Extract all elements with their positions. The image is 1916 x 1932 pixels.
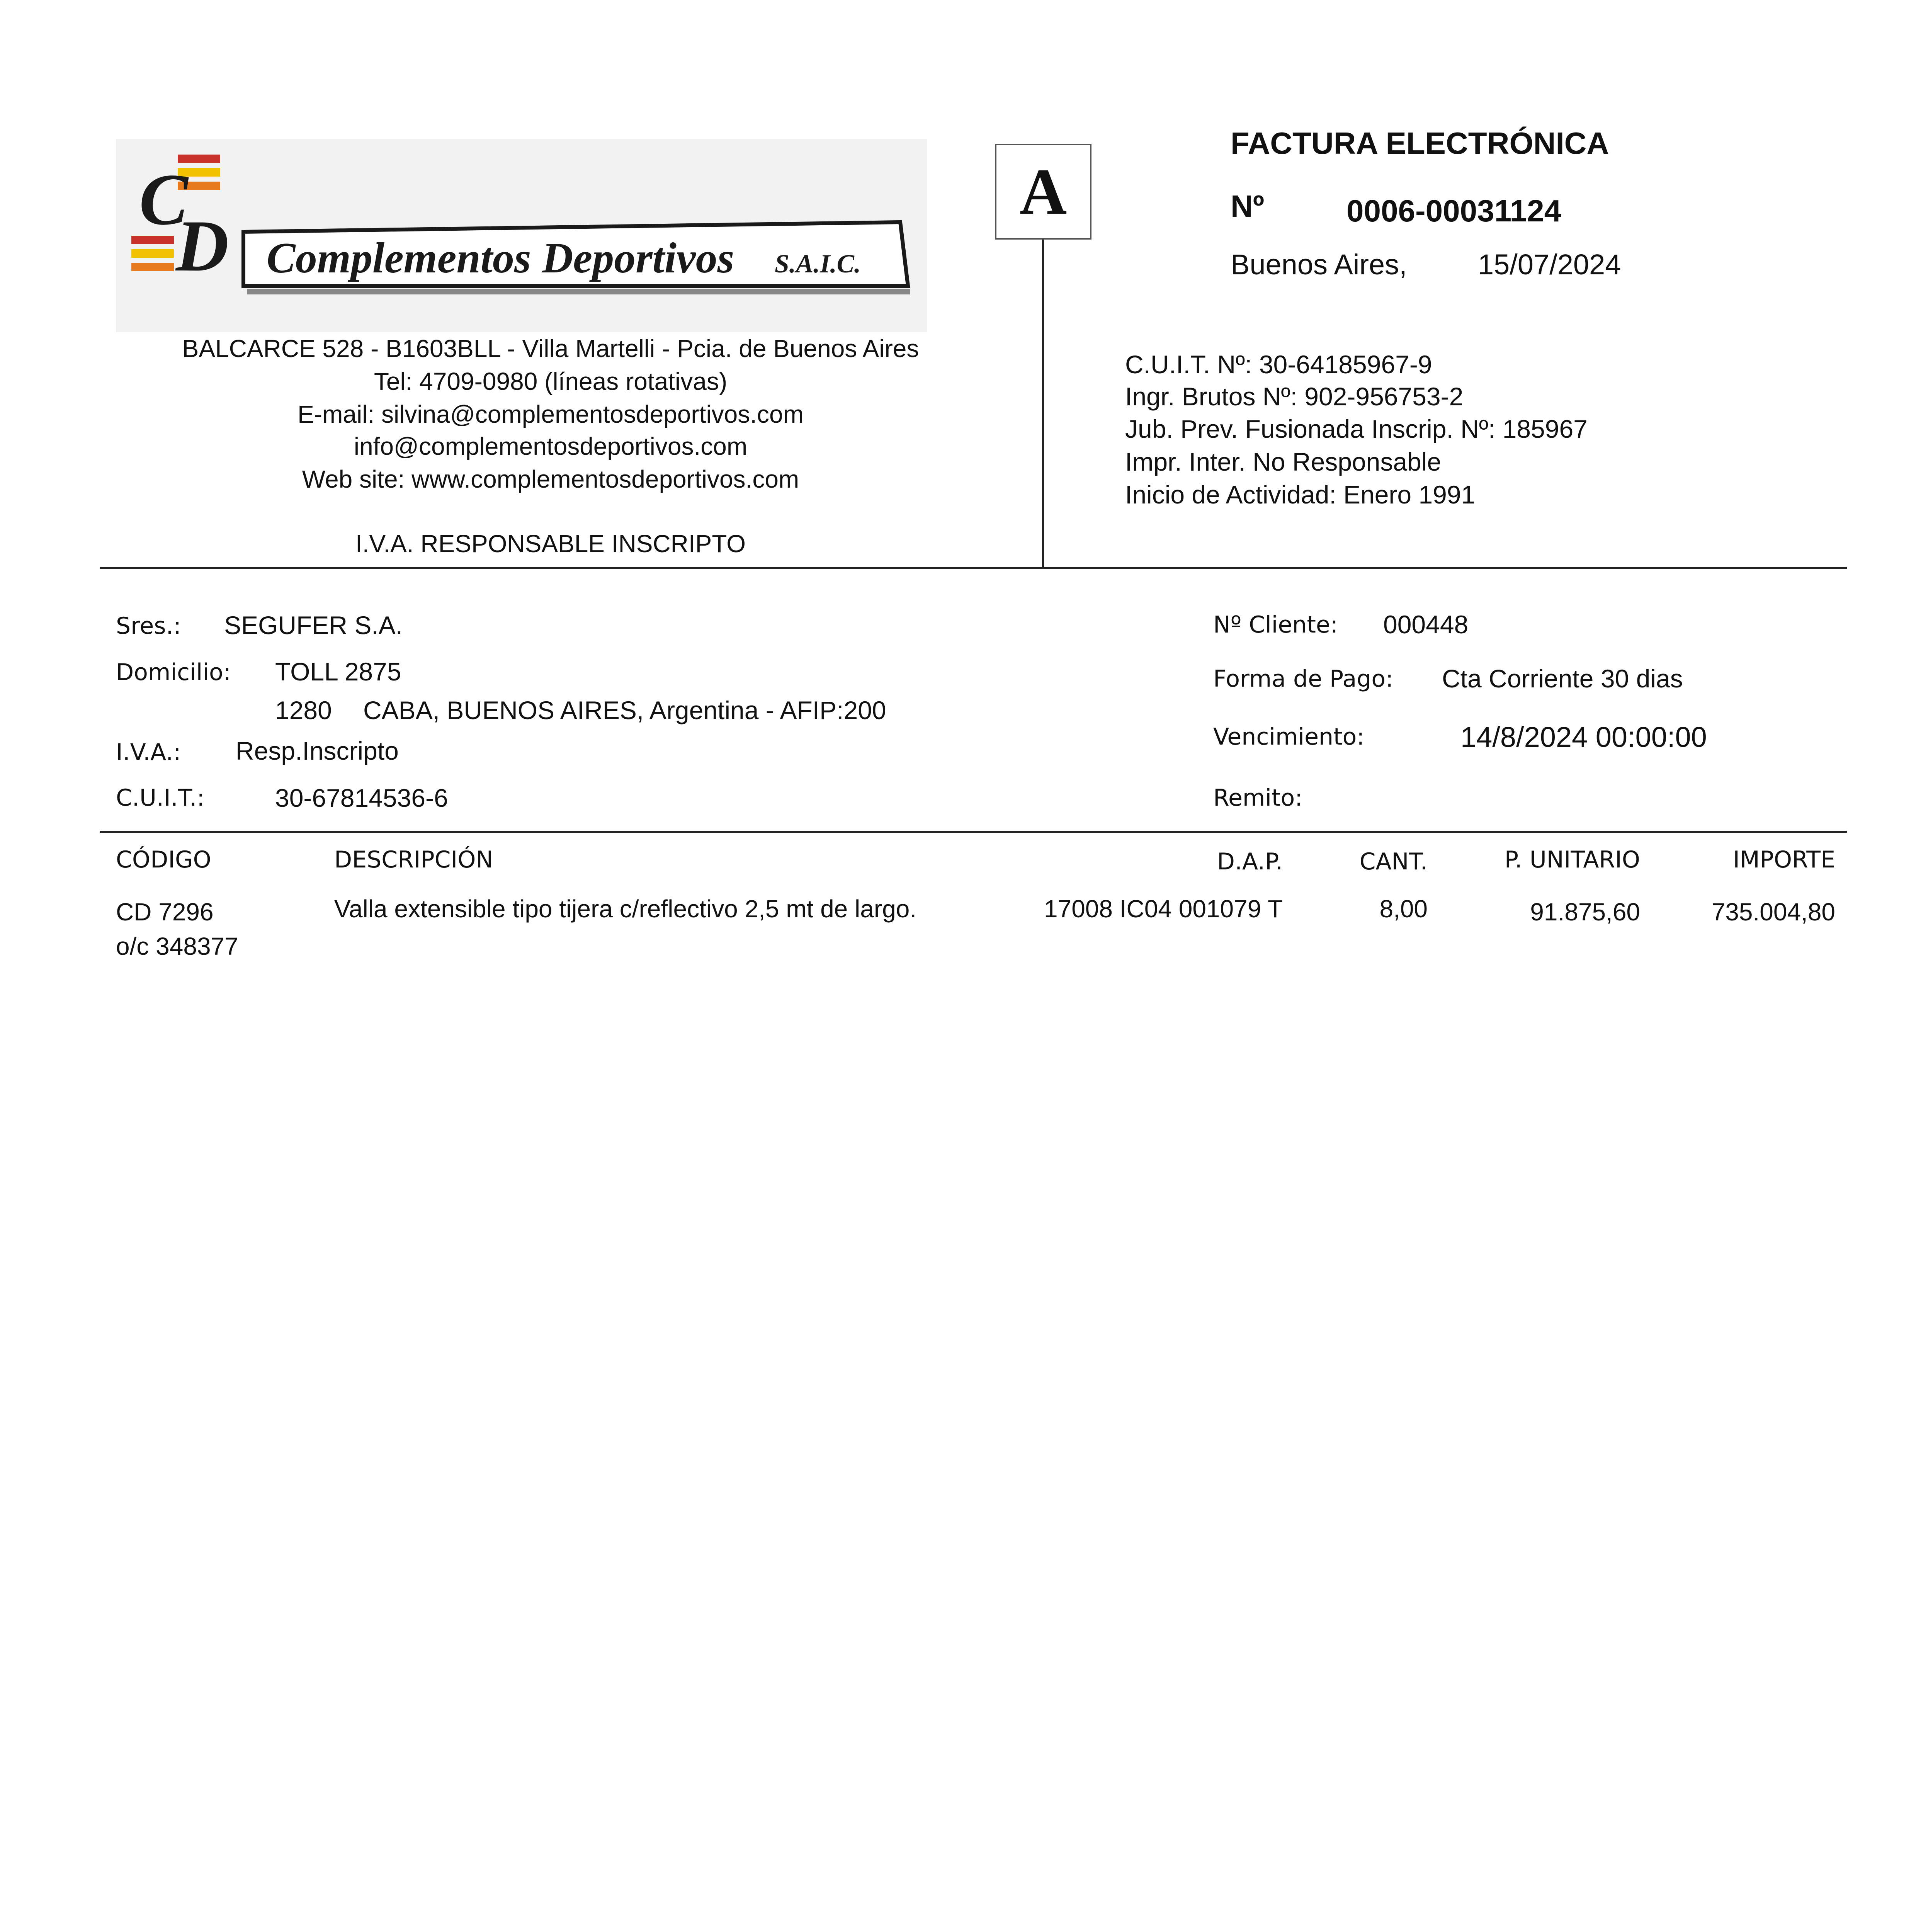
company-email: E-mail: silvina@complementosdeportivos.com xyxy=(298,400,804,428)
company-iva-condition: I.V.A. RESPONSABLE INSCRIPTO xyxy=(355,530,746,558)
col-cant: CANT. xyxy=(1359,848,1428,875)
issuer-ingr-brutos: Ingr. Brutos Nº: 902-956753-2 xyxy=(1125,382,1464,411)
invoice-letter-box xyxy=(995,144,1091,240)
company-address: BALCARCE 528 - B1603BLL - Villa Martelli - Pcia. de Buenos Aires xyxy=(182,335,919,362)
vencimiento-label: Vencimiento: xyxy=(1213,723,1365,750)
company-email-info: info@complementosdeportivos.com xyxy=(354,432,748,460)
forma-pago: Cta Corriente 30 dias xyxy=(1442,664,1683,693)
row-importe: 735.004,80 xyxy=(1711,898,1835,926)
row-precio-unitario: 91.875,60 xyxy=(1530,898,1640,926)
col-importe: IMPORTE xyxy=(1733,846,1835,873)
row-codigo: CD 7296 xyxy=(116,898,214,926)
client-number: 000448 xyxy=(1383,610,1469,639)
client-number-label: Nº Cliente: xyxy=(1213,611,1338,638)
company-logo xyxy=(116,139,927,332)
client-localidad: CABA, BUENOS AIRES, Argentina - AFIP:200 xyxy=(363,696,886,724)
client-postal-code: 1280 xyxy=(275,696,332,724)
client-sres-label: Sres.: xyxy=(116,612,181,639)
logo-company-suffix: S.A.I.C. xyxy=(775,249,861,278)
invoice-number: 0006-00031124 xyxy=(1346,194,1562,228)
client-cuit: 30-67814536-6 xyxy=(275,784,448,812)
company-website: Web site: www.complementosdeportivos.com xyxy=(302,465,799,493)
issuer-cuit: C.U.I.T. Nº: 30-64185967-9 xyxy=(1125,350,1432,379)
remito-label: Remito: xyxy=(1213,784,1303,811)
invoice-city: Buenos Aires, xyxy=(1231,248,1407,281)
invoice-date: 15/07/2024 xyxy=(1478,248,1621,281)
client-iva: Resp.Inscripto xyxy=(236,736,399,765)
client-divider xyxy=(100,831,1847,833)
invoice-number-label: Nº xyxy=(1231,189,1264,223)
issuer-impr-inter: Impr. Inter. No Responsable xyxy=(1125,447,1442,476)
vencimiento: 14/8/2024 00:00:00 xyxy=(1460,721,1707,753)
header-divider xyxy=(100,567,1847,569)
client-domicilio: TOLL 2875 xyxy=(275,657,401,686)
client-domicilio-label: Domicilio: xyxy=(116,659,231,686)
col-dap: D.A.P. xyxy=(1217,848,1283,875)
forma-pago-label: Forma de Pago: xyxy=(1213,665,1394,692)
row-dap: 17008 IC04 001079 T xyxy=(1044,895,1283,923)
row-cantidad: 8,00 xyxy=(1379,895,1428,923)
issuer-jub-prev: Jub. Prev. Fusionada Inscrip. Nº: 185967 xyxy=(1125,415,1588,443)
invoice-letter: A xyxy=(1019,155,1067,228)
col-codigo: CÓDIGO xyxy=(116,846,211,873)
row-descripcion: Valla extensible tipo tijera c/reflectivo 2,5 mt de largo. xyxy=(334,895,917,923)
logo-monogram-c: C xyxy=(139,159,188,240)
logo-company-name: Complementos Deportivos xyxy=(267,234,734,282)
header-vertical-divider xyxy=(1042,240,1044,569)
col-unitario: P. UNITARIO xyxy=(1504,846,1640,873)
client-cuit-label: C.U.I.T.: xyxy=(116,784,205,811)
issuer-inicio-actividad: Inicio de Actividad: Enero 1991 xyxy=(1125,480,1476,509)
client-iva-label: I.V.A.: xyxy=(116,739,181,766)
row-orden-compra: o/c 348377 xyxy=(116,932,238,960)
client-name: SEGUFER S.A. xyxy=(224,611,403,639)
company-tel: Tel: 4709-0980 (líneas rotativas) xyxy=(374,367,728,395)
col-descripcion: DESCRIPCIÓN xyxy=(334,846,493,873)
invoice-title: FACTURA ELECTRÓNICA xyxy=(1231,126,1609,160)
logo-monogram-d: D xyxy=(176,206,229,287)
